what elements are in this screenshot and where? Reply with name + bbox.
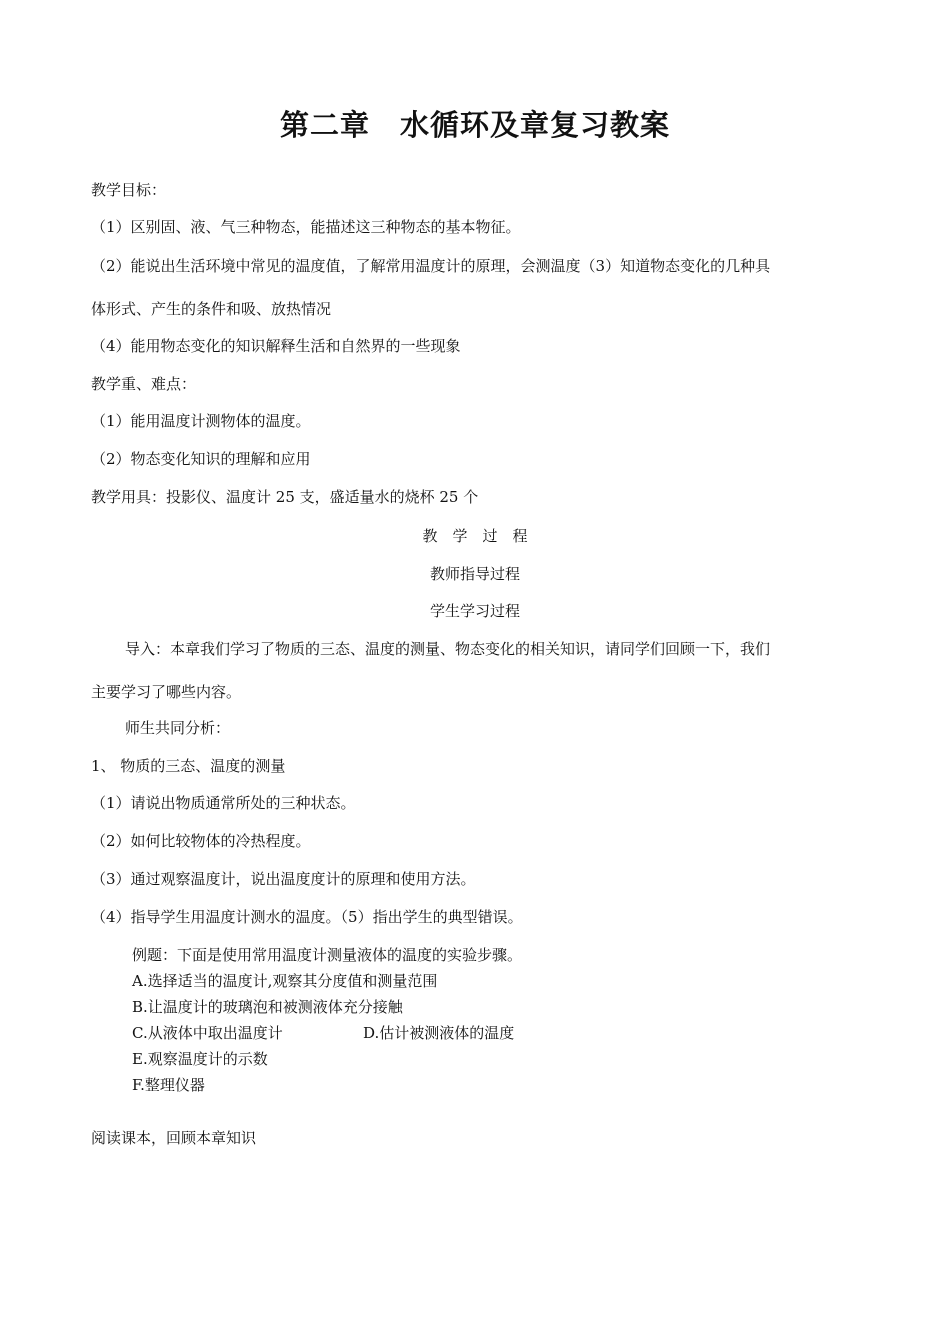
student-process-label: 学生学习过程 [429,602,520,620]
example-step-b: B.让温度计的玻璃泡和被测液体充分接触 [132,998,403,1016]
example-step-e: E.观察温度计的示数 [132,1050,268,1068]
objective-item-1: （1）区别固、液、气三种物态，能描述这三种物态的基本物征。 [91,218,521,236]
key-points-heading: 教学重、难点： [91,375,197,393]
teacher-process-label: 教师指导过程 [429,565,520,583]
section-1-question-4: （4）指导学生用温度计测水的温度。（5）指出学生的典型错误。 [91,908,523,926]
process-heading: 教 学 过 程 [422,527,528,545]
section-1-question-3: （3）通过观察温度计，说出温度度计的原理和使用方法。 [91,870,476,888]
section-1-question-1: （1）请说出物质通常所处的三种状态。 [91,794,356,812]
intro-line-1: 导入：本章我们学习了物质的三态、温度的测量、物态变化的相关知识，请同学们回顾一下，我们 [125,640,771,658]
section-1-question-2: （2）如何比较物体的冷热程度。 [91,832,311,850]
key-point-item-2: （2）物态变化知识的理解和应用 [91,450,311,468]
key-point-item-1: （1）能用温度计测物体的温度。 [91,412,311,430]
example-intro: 例题：下面是使用常用温度计测量液体的温度的实验步骤。 [132,946,523,964]
document-title: 第二章 水循环及章复习教案 [279,108,670,142]
example-step-d: D.估计被测液体的温度 [363,1024,515,1042]
objective-item-2-line-2: 体形式、产生的条件和吸、放热情况 [91,300,332,318]
objective-item-4: （4）能用物态变化的知识解释生活和自然界的一些现象 [91,337,461,355]
section-1-heading: 1、 物质的三态、温度的测量 [91,757,286,775]
teaching-tools: 教学用具：投影仪、温度计 25 支，盛适量水的烧杯 25 个 [91,488,479,506]
objective-item-2-line-1: （2）能说出生活环境中常见的温度值，了解常用温度计的原理，会测温度（3）知道物态变化的几种具 [91,257,771,275]
example-step-c: C.从液体中取出温度计 [132,1024,283,1042]
student-note: 阅读课本，回顾本章知识 [91,1129,257,1147]
example-step-f: F.整理仪器 [132,1076,205,1094]
objectives-heading: 教学目标： [91,181,167,199]
intro-line-2: 主要学习了哪些内容。 [91,683,242,701]
analysis-label: 师生共同分析： [125,719,231,737]
example-step-a: A.选择适当的温度计,观察其分度值和测量范围 [132,972,438,990]
